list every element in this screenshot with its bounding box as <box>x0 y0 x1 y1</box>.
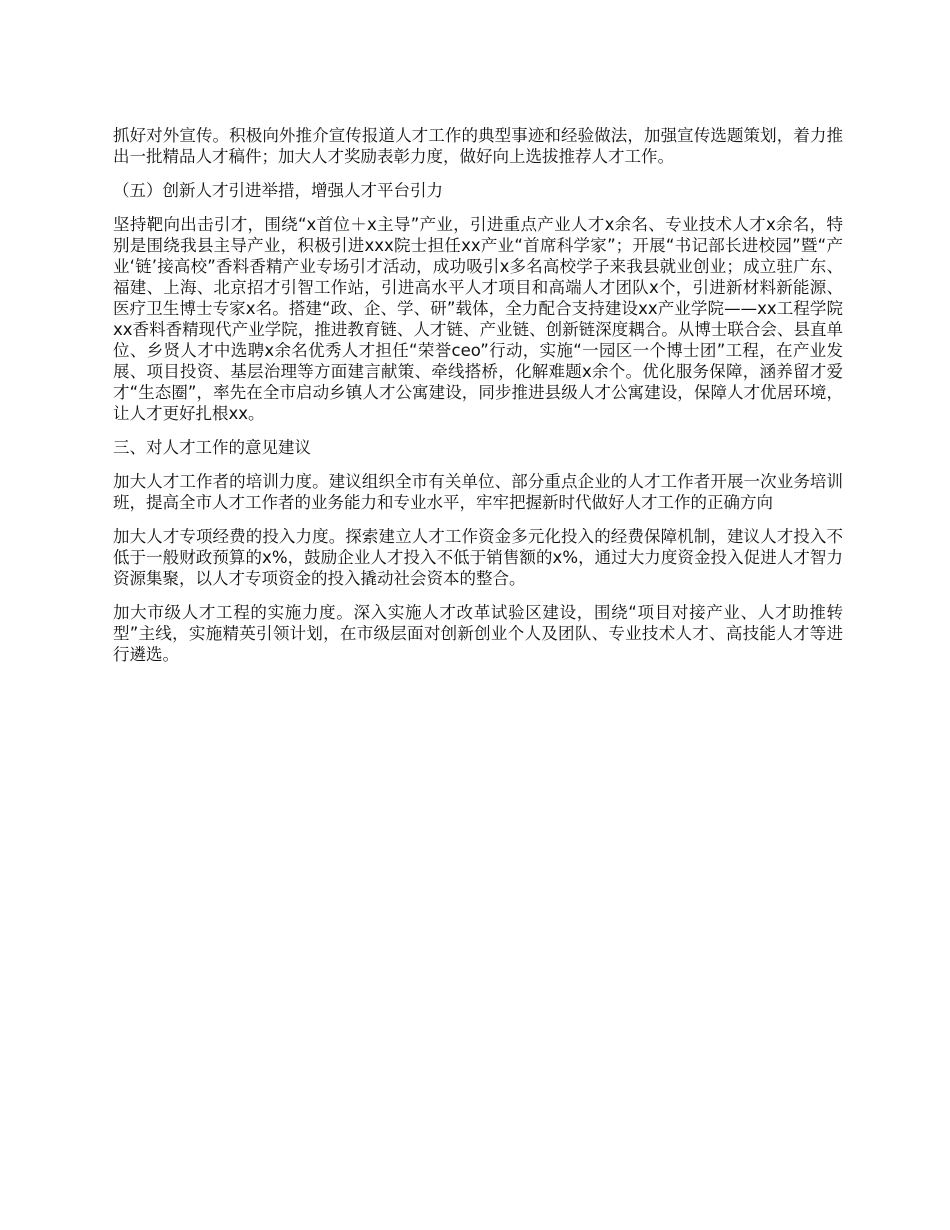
document-body <box>113 125 843 678</box>
paragraph-talent-introduction: 坚持靶向出击引才，围绕“x首位＋x主导”产业，引进重点产业人才x余名、专业技术人才x余名，特别是围绕我县主导产业，积极引进xxx院士担任xx产业“首席科学家”；开展“书记部长进校园”暨“产业‘链’接高校”香料香精产业专场引才活动，成功吸引x多名高校学子来我县就业创业；成立驻广东、福建、上海、北京招才引智工作站，引进高水平人才项目和高端人才团队x个，引进新材料新能源、医疗卫生博士专家x名。搭建“政、企、学、研”载体，全力配合支持建设xx产业学院——xx工程学院xx香料香精现代产业学院，推进教育链、人才链、产业链、创新链深度耦合。从博士联合会、县直单位、乡贤人才中选聘x余名优秀人才担任“荣誉ceo”行动，实施“一园区一个博士团”工程，在产业发展、项目投资、基层治理等方面建言献策、牵线搭桥，化解难题x余个。优化服务保障，涵养留才爱才“生态圈”，率先在全市启动乡镇人才公寓建设，同步推进县级人才公寓建设，保障人才优居环境，让人才更好扎根xx。 <box>113 215 843 423</box>
paragraph-publicity: 抓好对外宣传。积极向外推介宣传报道人才工作的典型事迹和经验做法，加强宣传选题策划，着力推出一批精品人才稿件；加大人才奖励表彰力度，做好向上选拔推荐人才工作。 <box>113 126 843 166</box>
paragraph-training: 加大人才工作者的培训力度。建议组织全市有关单位、部分重点企业的人才工作者开展一次业务培训班，提高全市人才工作者的业务能力和专业水平，牢牢把握新时代做好人才工作的正确方向 <box>113 472 843 512</box>
section-heading-suggestions: 三、对人才工作的意见建议 <box>113 438 311 457</box>
paragraph-project-implementation: 加大市级人才工程的实施力度。深入实施人才改革试验区建设，围绕“项目对接产业、人才助推转型”主线，实施精英引领计划，在市级层面对创新创业个人及团队、专业技术人才、高技能人才等进行遴选。 <box>113 603 843 664</box>
paragraph-funding: 加大人才专项经费的投入力度。探索建立人才工作资金多元化投入的经费保障机制，建议人才投入不低于一般财政预算的x%，鼓励企业人才投入不低于销售额的x%，通过大力度资金投入促进人才智力资源集聚，以人才专项资金的投入撬动社会资本的整合。 <box>113 527 843 588</box>
section-heading-talent-introduction: （五）创新人才引进举措，增强人才平台引力 <box>113 181 443 200</box>
